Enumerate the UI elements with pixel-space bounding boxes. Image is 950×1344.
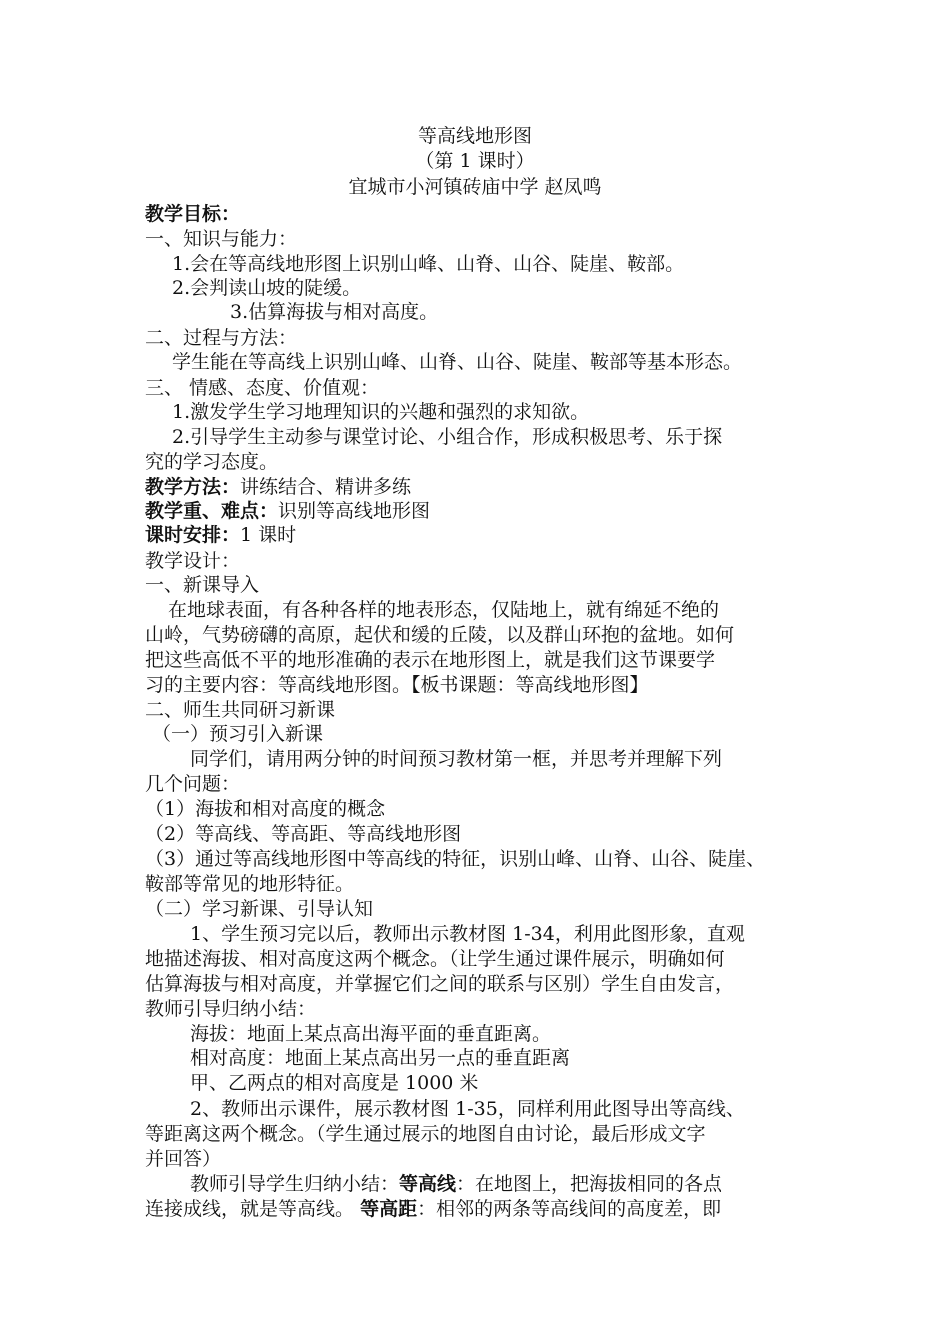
- paragraph-line: 地描述海拔、相对高度这两个概念。（让学生通过课件展示，明确如何: [145, 948, 725, 970]
- doc-author: 宜城市小河镇砖庙中学 赵凤鸣: [348, 176, 602, 198]
- method-label: 教学方法：: [145, 476, 241, 498]
- section1-item: 1.会在等高线地形图上识别山峰、山脊、山谷、陡崖、鞍部。: [172, 253, 685, 275]
- paragraph-line: 1、学生预习完以后，教师出示教材图 1-34，利用此图形象，直观: [190, 923, 745, 945]
- doc-subtitle: （第 1 课时）: [415, 150, 535, 172]
- definition-line: 海拔：地面上某点高出海平面的垂直距离。: [190, 1023, 552, 1045]
- preview-heading: （一）预习引入新课: [152, 723, 324, 745]
- question-item: （3）通过等高线地形图中等高线的特征，识别山峰、山脊、山谷、陡崖、: [145, 848, 766, 870]
- key-line: [145, 499, 810, 523]
- section1-item: 2.会判读山坡的陡缓。: [172, 277, 362, 299]
- intro-line: 把这些高低不平的地形准确的表示在地形图上，就是我们这节课要学: [145, 649, 716, 671]
- section1-item: 3.估算海拔与相对高度。: [230, 301, 439, 323]
- intro-heading: 一、新课导入: [145, 574, 260, 596]
- term-interval: 等高距: [360, 1198, 418, 1220]
- section3-item: 2.引导学生主动参与课堂讨论、小组合作，形成积极思考、乐于探: [172, 426, 723, 448]
- method-line: [145, 475, 810, 499]
- paragraph-line: 教师引导归纳小结：: [145, 998, 317, 1020]
- intro-line: 在地球表面，有各种各样的地表形态，仅陆地上，就有绵延不绝的: [168, 599, 720, 621]
- section3-item-cont: 究的学习态度。: [145, 451, 279, 473]
- term-interval-def: ：相邻的两条等高线间的高度差，即: [417, 1198, 722, 1220]
- schedule-value: 1 课时: [240, 524, 297, 546]
- preview-line: 同学们，请用两分钟的时间预习教材第一框，并思考并理解下列: [190, 748, 723, 770]
- definition-line: 甲、乙两点的相对高度是 1000 米: [190, 1072, 479, 1094]
- schedule-label: 课时安排：: [145, 524, 241, 546]
- section3-heading: 三、 情感、态度、价值观：: [145, 377, 380, 399]
- key-label: 教学重、难点：: [145, 500, 279, 522]
- section2-heading: 二、过程与方法：: [145, 327, 298, 349]
- term-contour-def-cont: 连接成线，就是等高线。: [145, 1198, 355, 1220]
- summary-prefix: 教师引导学生归纳小结：: [190, 1173, 400, 1195]
- section2-text: 学生能在等高线上识别山峰、山脊、山谷、陡崖、鞍部等基本形态。: [172, 351, 743, 373]
- summary-line: [190, 1172, 855, 1196]
- paragraph-line: 等距离这两个概念。（学生通过展示的地图自由讨论，最后形成文字: [145, 1123, 706, 1145]
- intro-line: 山岭，气势磅礴的高原，起伏和缓的丘陵，以及群山环抱的盆地。如何: [145, 624, 735, 646]
- paragraph-line: 2、教师出示课件，展示教材图 1-35，同样利用此图导出等高线、: [190, 1098, 745, 1120]
- objectives-heading: 教学目标：: [145, 203, 241, 225]
- definition-line: 相对高度：地面上某点高出另一点的垂直距离: [190, 1047, 571, 1069]
- question-item: （1）海拔和相对高度的概念: [145, 798, 386, 820]
- term-contour: 等高线: [399, 1173, 457, 1195]
- schedule-line: [145, 523, 810, 547]
- paragraph-line: 并回答）: [145, 1148, 222, 1170]
- method-value: 讲练结合、精讲多练: [240, 476, 412, 498]
- design-heading: 教学设计：: [145, 550, 241, 572]
- learn-heading: （二）学习新课、引导认知: [145, 898, 374, 920]
- term-contour-def: ：在地图上，把海拔相同的各点: [456, 1173, 723, 1195]
- study-heading: 二、师生共同研习新课: [145, 699, 336, 721]
- section3-item: 1.激发学生学习地理知识的兴趣和强烈的求知欲。: [172, 401, 590, 423]
- section1-heading: 一、知识与能力：: [145, 228, 298, 250]
- doc-title: 等高线地形图: [417, 125, 532, 147]
- preview-line: 几个问题：: [145, 773, 241, 795]
- key-value: 识别等高线地形图: [278, 500, 431, 522]
- question-item: 鞍部等常见的地形特征。: [145, 873, 355, 895]
- intro-line: 习的主要内容：等高线地形图。【板书课题：等高线地形图】: [145, 674, 649, 696]
- summary-line: [145, 1197, 810, 1221]
- question-item: （2）等高线、等高距、等高线地形图: [145, 823, 462, 845]
- paragraph-line: 估算海拔与相对高度，并掌握它们之间的联系与区别）学生自由发言，: [145, 973, 735, 995]
